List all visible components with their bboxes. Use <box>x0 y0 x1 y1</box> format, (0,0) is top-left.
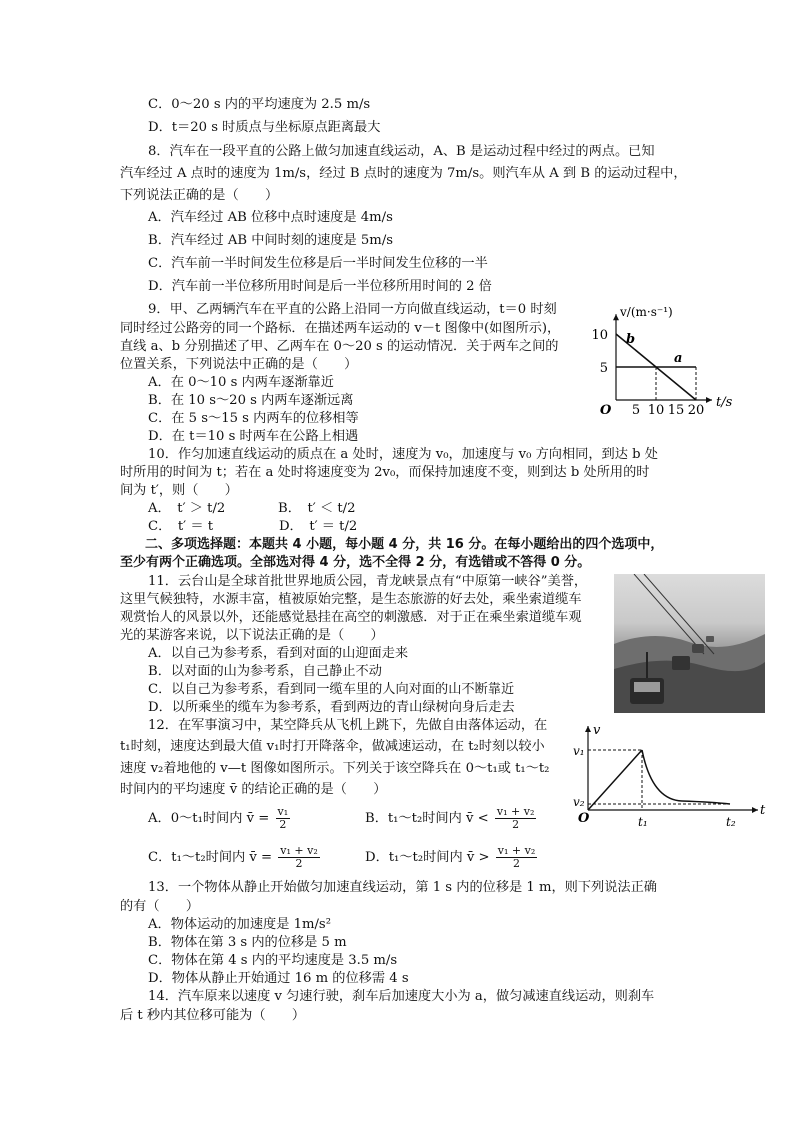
x-axis-arrow <box>706 397 712 403</box>
q12-stem-line3: 速度 v₂着地他的 v—t 图像如图所示。下列关于该空降兵在 0～t₁或 t₁～t₂ <box>120 761 550 776</box>
q12-option-d-text: D．t₁～t₂时间内 v̄ > <box>365 850 490 865</box>
fraction-denominator: 2 <box>279 818 287 831</box>
q12-stem-line2: t₁时刻，速度达到最大值 v₁时打开降落伞，做减速运动，在 t₂时刻以较小 <box>120 739 545 754</box>
q10-options-ab: A． t′ ＞ t/2 B． t′ ＜ t/2 <box>148 501 356 516</box>
fraction-numerator: v₁ + v₂ <box>496 805 535 818</box>
q11-stem-line3: 观赏怡人的风景以外，还能感觉悬挂在高空的刺激感．对于正在乘坐索道缆车观 <box>120 610 582 625</box>
cable-car-photo <box>614 574 765 713</box>
q11-option-d: D．以所乘坐的缆车为参考系，看到两边的青山绿树向身后走去 <box>148 700 515 715</box>
x-tick-label: 15 <box>667 403 685 418</box>
q13-option-c: C．物体在第 4 s 内的平均速度是 3.5 m/s <box>148 953 398 968</box>
q12-stem-line4: 时间内的平均速度 v̄ 的结论正确的是（ ） <box>120 782 387 797</box>
y-tick-label: 10 <box>591 328 608 343</box>
q10-stem-line1: 10．作匀加速直线运动的质点在 a 处时，速度为 v₀，加速度与 v₀ 方向相同，到达 b 处 <box>148 447 658 462</box>
x-axis-label: t/s <box>716 395 733 410</box>
q12-vt-graph <box>570 722 766 832</box>
q9-stem-line3: 直线 a、b 分别描述了甲、乙两车在 0～20 s 的运动情况．关于两车之间的 <box>120 339 559 354</box>
q9-stem-line2: 同时经过公路旁的同一个路标．在描述两车运动的 v－t 图像中(如图所示)， <box>120 321 561 336</box>
q9-stem-line4: 位置关系，下列说法中正确的是（ ） <box>120 357 358 372</box>
x-axis-arrow <box>752 807 758 813</box>
x-tick-label-t1: t₁ <box>638 815 648 829</box>
y-axis-label: v <box>593 723 601 738</box>
fraction-denominator: 2 <box>295 857 303 870</box>
section2-heading-line2: 至少有两个正确选项。全部选对得 4 分，选不全得 2 分，有选错或不答得 0 分。 <box>120 555 591 570</box>
q8-option-c: C．汽车前一半时间发生位移是后一半时间发生位移的一半 <box>148 256 488 271</box>
origin-label: O <box>578 811 590 826</box>
x-tick-label: 5 <box>631 403 641 418</box>
q12-option-c-fraction <box>278 845 319 870</box>
q11-stem-line1: 11．云台山是全球首批世界地质公园，青龙峡景点有“中原第一峡谷”美誉， <box>148 574 588 589</box>
q13-option-a: A．物体运动的加速度是 1m/s² <box>148 917 331 932</box>
q12-option-a-fraction <box>276 806 291 831</box>
q12-option-a-text: A．0～t₁时间内 v̄ = <box>148 811 270 826</box>
x-tick-label-t2: t₂ <box>726 815 736 829</box>
q11-stem-line4: 光的某游客来说，以下说法正确的是（ ） <box>120 628 384 643</box>
y-tick-label-v2: v₂ <box>573 795 585 809</box>
q7-option-c: C．0～20 s 内的平均速度为 2.5 m/s <box>148 97 371 112</box>
fraction-numerator: v₁ <box>277 805 289 818</box>
free-fall-segment <box>588 750 642 810</box>
x-tick-label: 20 <box>687 403 705 418</box>
q8-option-a: A．汽车经过 AB 位移中点时速度是 4m/s <box>148 210 393 225</box>
x-tick-label: 10 <box>647 403 665 418</box>
fraction-denominator: 2 <box>513 857 521 870</box>
q9-option-c: C．在 5 s～15 s 内两车的位移相等 <box>148 411 359 426</box>
q12-option-b-fraction <box>495 806 536 831</box>
q9-option-d: D．在 t＝10 s 时两车在公路上相遇 <box>148 429 359 444</box>
cable-car-illustration <box>614 574 765 713</box>
deceleration-curve <box>642 750 730 804</box>
q9-vt-graph <box>586 300 776 420</box>
q13-option-b: B．物体在第 3 s 内的位移是 5 m <box>148 935 347 950</box>
origin-label: O <box>600 403 612 418</box>
q14-stem-line2: 后 t 秒内其位移可能为（ ） <box>120 1008 306 1023</box>
q10-stem-line3: 间为 t′，则（ ） <box>120 483 238 498</box>
y-tick-label: 5 <box>599 361 608 376</box>
q12-option-b-text: B．t₁～t₂时间内 v̄ < <box>365 811 489 826</box>
q9-option-b: B．在 10 s～20 s 内两车逐渐远离 <box>148 393 354 408</box>
series-label-a: a <box>674 351 683 366</box>
x-axis-label: t <box>760 803 766 818</box>
q9-stem-line1: 9．甲、乙两辆汽车在平直的公路上沿同一方向做直线运动，t＝0 时刻 <box>148 302 557 317</box>
q11-option-c: C．以自己为参考系，看到同一缆车里的人向对面的山不断靠近 <box>148 682 515 697</box>
q10-stem-line2: 时所用的时间为 t；若在 a 处时将速度变为 2v₀，而保持加速度不变，则到达 b 处所用的时 <box>120 465 650 480</box>
q12-option-d <box>365 845 539 870</box>
q8-stem-line2: 汽车经过 A 点时的速度为 1m/s，经过 B 点时的速度为 7m/s。则汽车从 A 到 B 的运动过程中， <box>120 166 687 181</box>
fraction-numerator: v₁ + v₂ <box>280 844 318 857</box>
series-label-b: b <box>626 332 636 348</box>
section2-heading-line1: 二、多项选择题：本题共 4 小题，每小题 4 分，共 16 分。在每小题给出的四个选项中， <box>145 537 664 552</box>
q14-stem-line1: 14．汽车原来以速度 v 匀速行驶，刹车后加速度大小为 a，做匀减速直线运动，则刹车 <box>148 989 655 1004</box>
q12-option-b <box>365 806 538 831</box>
y-axis-arrow <box>585 726 591 732</box>
y-axis-arrow <box>613 314 619 320</box>
q11-option-a: A．以自己为参考系，看到对面的山迎面走来 <box>148 646 409 661</box>
q13-stem-line2: 的有（ ） <box>120 899 200 914</box>
fraction-denominator: 2 <box>512 818 520 831</box>
q13-option-d: D．物体从静止开始通过 16 m 的位移需 4 s <box>148 971 409 986</box>
q12-stem-line1: 12．在军事演习中，某空降兵从飞机上跳下，先做自由落体运动，在 <box>148 718 548 733</box>
q9-option-a: A．在 0～10 s 内两车逐渐靠近 <box>148 375 334 390</box>
q8-option-b: B．汽车经过 AB 中间时刻的速度是 5m/s <box>148 233 394 248</box>
q13-stem-line1: 13．一个物体从静止开始做匀加速直线运动，第 1 s 内的位移是 1 m，则下列说法正确 <box>148 880 657 895</box>
q12-option-c-text: C．t₁～t₂时间内 v̄ = <box>148 850 273 865</box>
q11-stem-line2: 这里气候独特，水源丰富，植被原始完整，是生态旅游的好去处，乘坐索道缆车 <box>120 592 582 607</box>
q7-option-d: D．t＝20 s 时质点与坐标原点距离最大 <box>148 120 381 135</box>
q12-option-a <box>148 806 292 831</box>
q8-stem-line1: 8．汽车在一段平直的公路上做匀加速直线运动，A、B 是运动过程中经过的两点。已知 <box>148 144 655 159</box>
q10-options-cd: C． t′ ＝ t D． t′ ＝ t/2 <box>148 519 358 534</box>
fraction-numerator: v₁ + v₂ <box>497 844 536 857</box>
q12-option-d-fraction <box>496 845 537 870</box>
q8-stem-line3: 下列说法正确的是（ ） <box>120 188 279 203</box>
y-axis-label: v/(m·s⁻¹) <box>620 305 673 320</box>
q11-option-b: B．以对面的山为参考系，自己静止不动 <box>148 664 382 679</box>
q12-option-c <box>148 845 322 870</box>
y-tick-label-v1: v₁ <box>573 744 585 758</box>
q8-option-d: D．汽车前一半位移所用时间是后一半位移所用时间的 2 倍 <box>148 279 492 294</box>
